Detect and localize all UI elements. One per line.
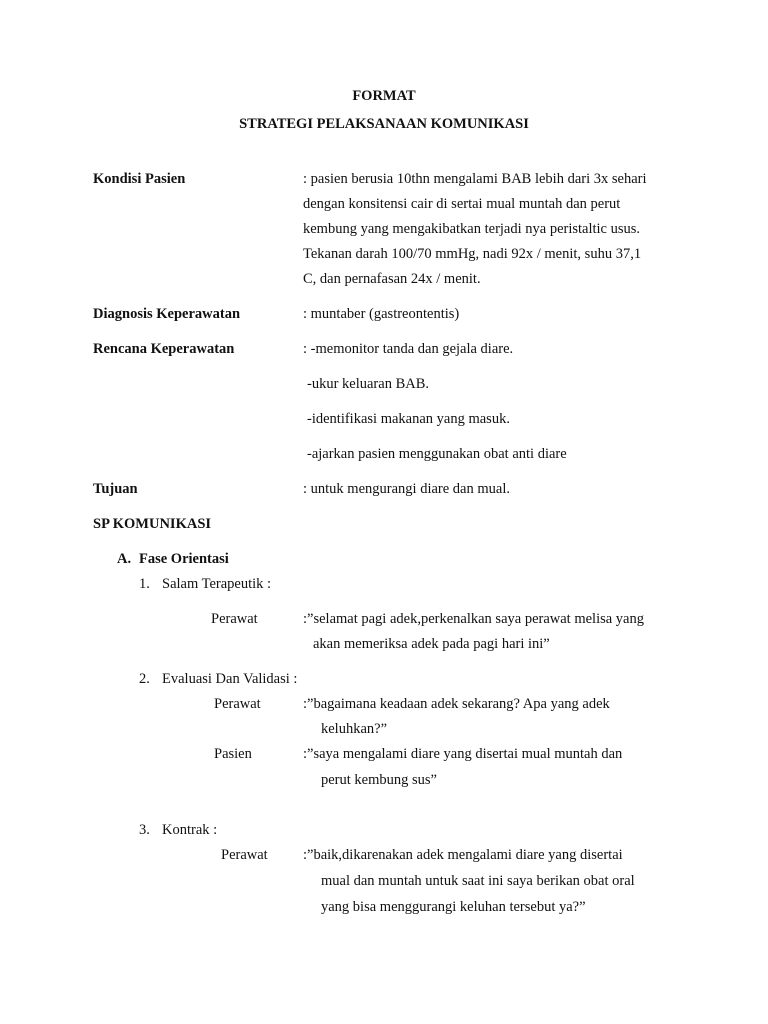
item-3-dialog-line-3: yang bisa menggurangi keluhan tersebut ya?”: [321, 899, 586, 915]
item-2-speaker-1: Perawat: [214, 696, 261, 712]
item-1-title: Salam Terapeutik :: [162, 576, 272, 592]
rencana-line-3: -identifikasi makanan yang masuk.: [307, 411, 510, 427]
doc-title-format: FORMAT: [352, 88, 416, 104]
item-2-dialog-2-line-2: perut kembung sus”: [321, 772, 437, 788]
sp-heading: SP KOMUNIKASI: [93, 516, 212, 532]
item-2-number: 2.: [139, 671, 150, 687]
item-1-speaker: Perawat: [211, 611, 258, 627]
tujuan-label: Tujuan: [93, 481, 138, 497]
item-1-dialog-line-1: :”selamat pagi adek,perkenalkan saya perawat melisa yang: [303, 611, 644, 627]
item-2-speaker-2: Pasien: [214, 746, 252, 762]
item-3-dialog-line-1: :”baik,dikarenakan adek mengalami diare yang disertai: [303, 847, 623, 863]
rencana-line-1: : -memonitor tanda dan gejala diare.: [303, 341, 514, 357]
diagnosis-value: : muntaber (gastreontentis): [303, 306, 460, 322]
item-1-number: 1.: [139, 576, 150, 592]
item-2-dialog-1-line-2: keluhkan?”: [321, 721, 388, 737]
item-2-dialog-2-line-1: :”saya mengalami diare yang disertai mual muntah dan: [303, 746, 623, 762]
kondisi-label: Kondisi Pasien: [93, 171, 186, 187]
tujuan-value: : untuk mengurangi diare dan mual.: [303, 481, 510, 497]
rencana-line-2: -ukur keluaran BAB.: [307, 376, 430, 392]
item-3-number: 3.: [139, 822, 150, 838]
diagnosis-label: Diagnosis Keperawatan: [93, 306, 241, 322]
item-1-dialog-line-2: akan memeriksa adek pada pagi hari ini”: [313, 636, 550, 652]
item-3-title: Kontrak :: [162, 822, 218, 838]
item-3-dialog-line-2: mual dan muntah untuk saat ini saya berikan obat oral: [321, 873, 635, 889]
item-3-speaker: Perawat: [221, 847, 268, 863]
item-2-title: Evaluasi Dan Validasi :: [162, 671, 298, 687]
rencana-label: Rencana Keperawatan: [93, 341, 235, 357]
kondisi-line-1: : pasien berusia 10thn mengalami BAB lebih dari 3x sehari: [303, 171, 647, 187]
doc-title-strategi: STRATEGI PELAKSANAAN KOMUNIKASI: [239, 116, 529, 132]
kondisi-line-5: C, dan pernafasan 24x / menit.: [303, 271, 481, 287]
kondisi-line-2: dengan konsitensi cair di sertai mual muntah dan perut: [303, 196, 621, 212]
item-2-dialog-1-line-1: :”bagaimana keadaan adek sekarang? Apa yang adek: [303, 696, 610, 712]
kondisi-line-4: Tekanan darah 100/70 mmHg, nadi 92x / menit, suhu 37,1: [303, 246, 642, 262]
phase-a-marker: A.: [117, 551, 132, 567]
rencana-line-4: -ajarkan pasien menggunakan obat anti diare: [307, 446, 567, 462]
kondisi-line-3: kembung yang mengakibatkan terjadi nya peristaltic usus.: [303, 221, 641, 237]
phase-a-title: Fase Orientasi: [139, 551, 229, 567]
